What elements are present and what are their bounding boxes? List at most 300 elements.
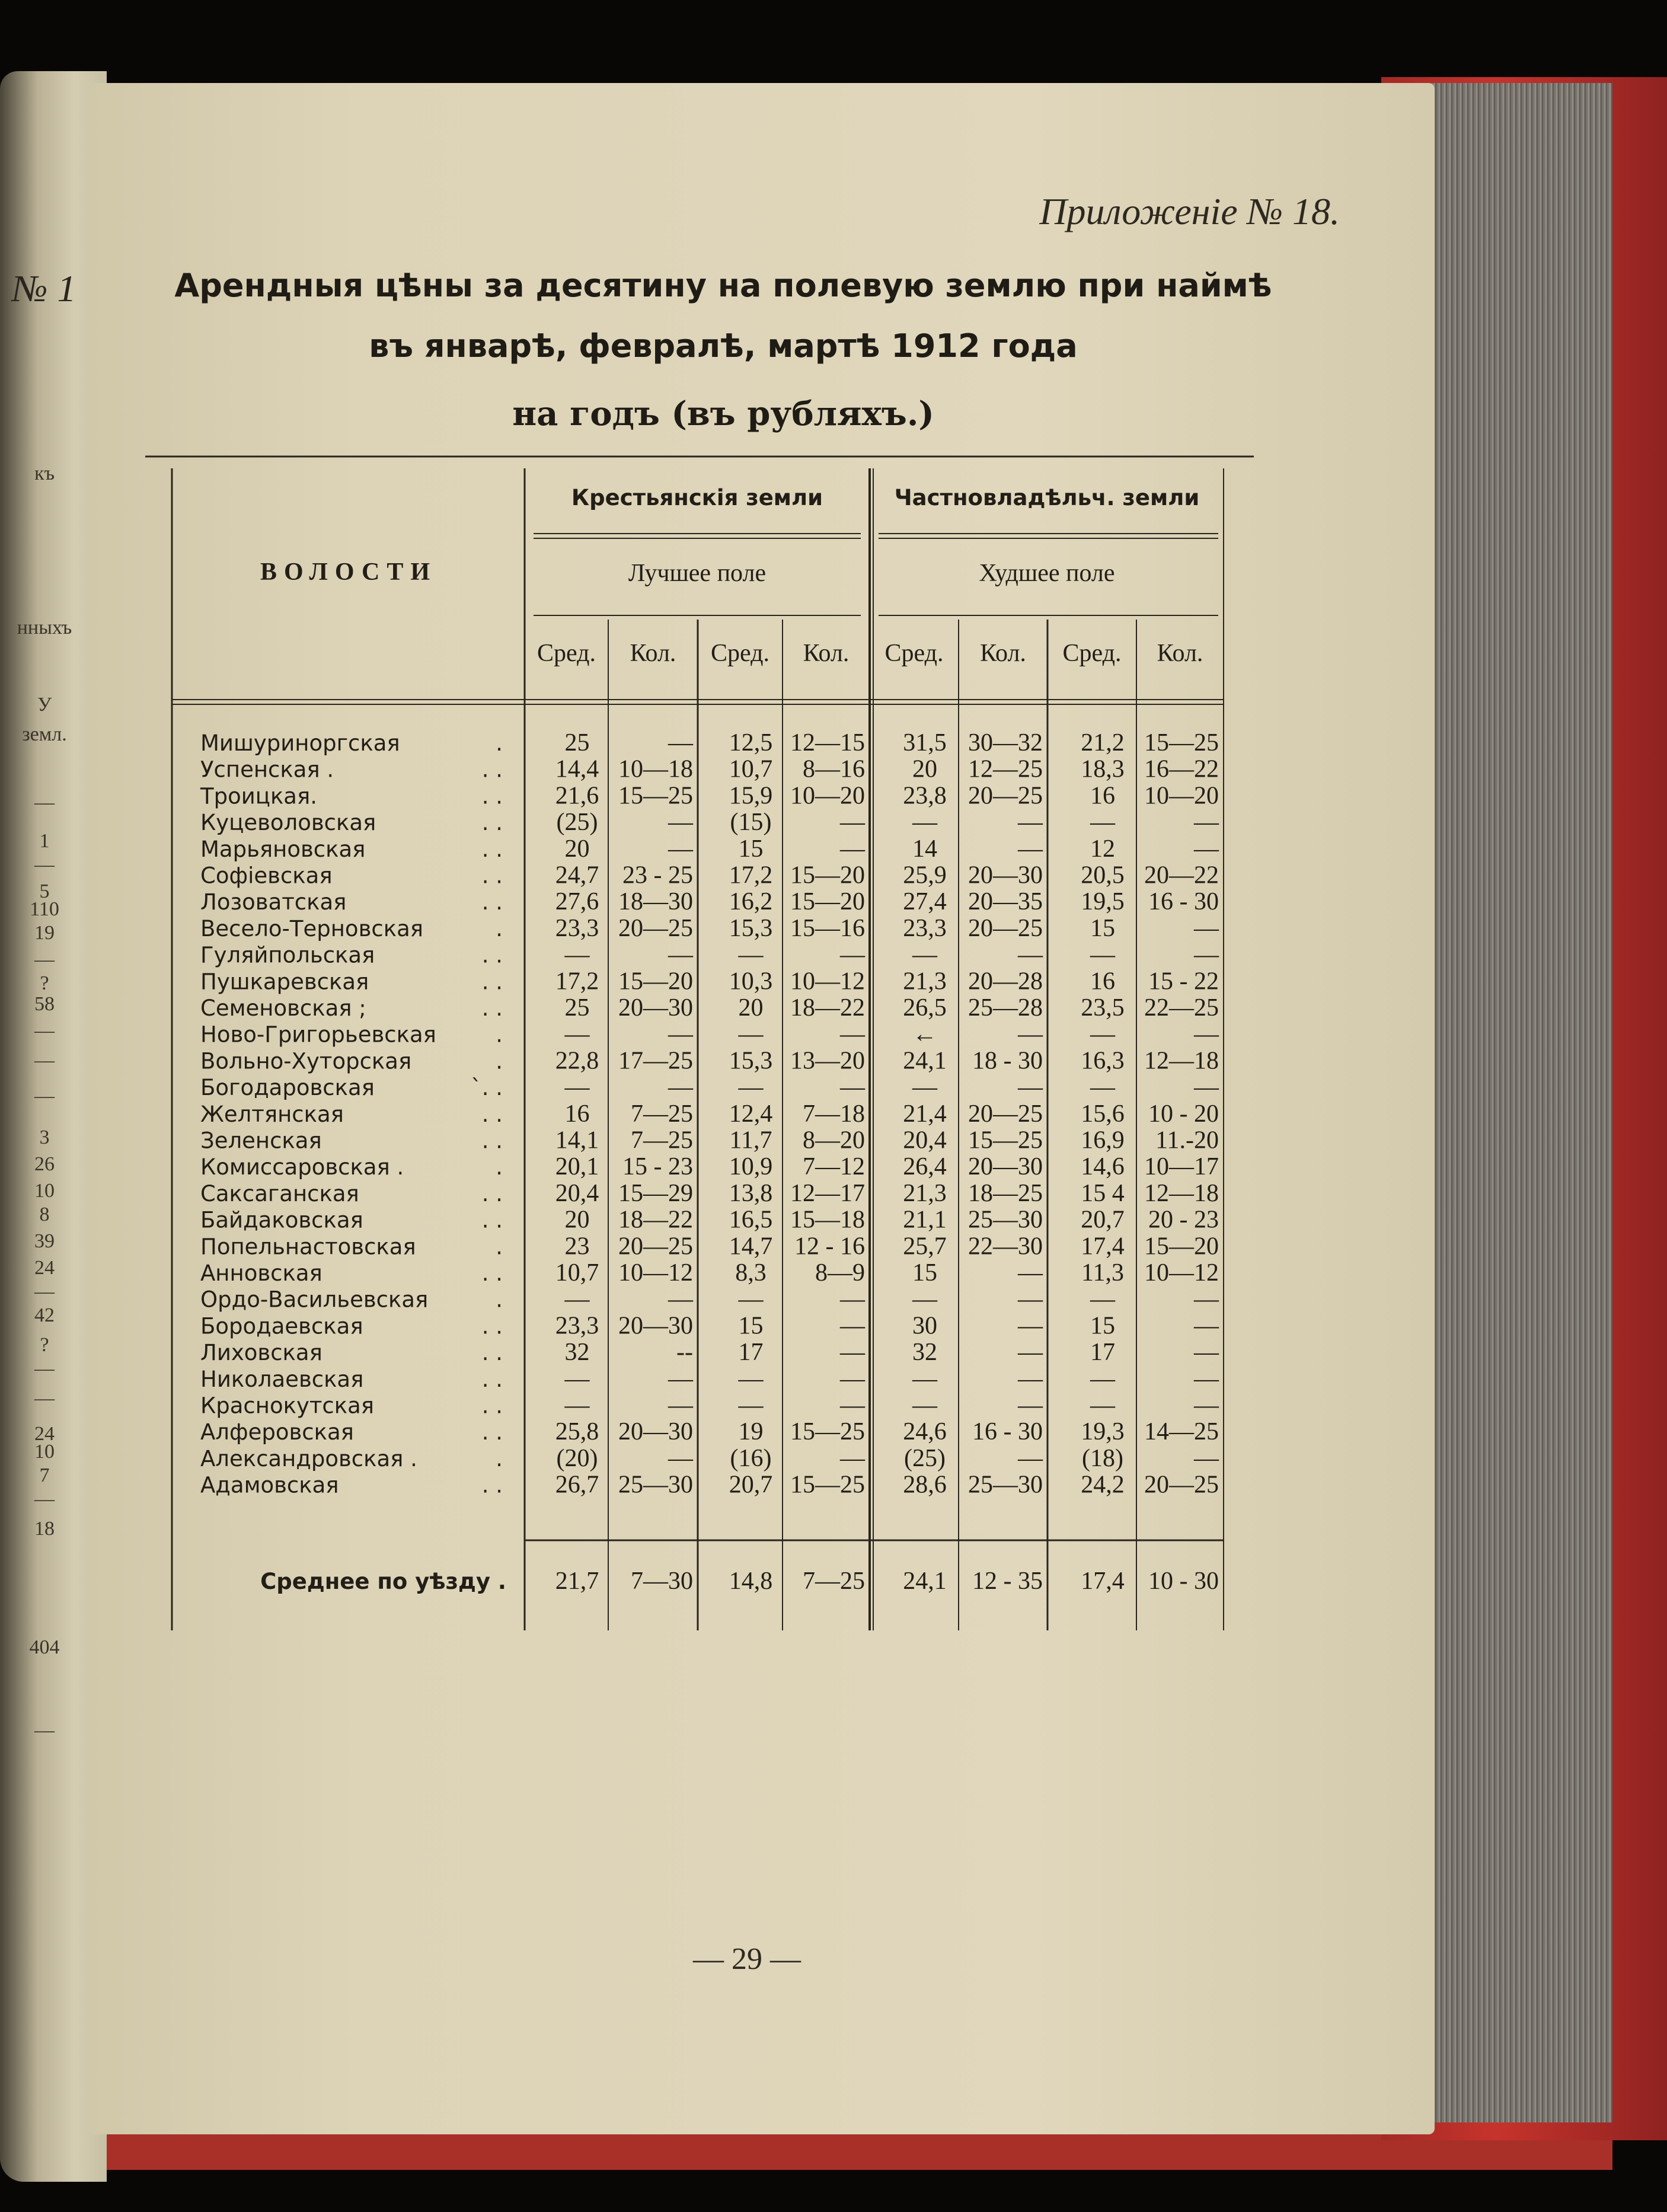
left-page-fragment-text: 10 xyxy=(34,1441,55,1463)
table-cell: 20—30 xyxy=(618,1312,693,1340)
row-leader-dots: . xyxy=(496,1154,503,1180)
table-cell: 25 xyxy=(564,994,590,1022)
table-cell: — xyxy=(1194,1312,1219,1340)
total-cell: 7—30 xyxy=(631,1568,693,1595)
col-header: Сред. xyxy=(884,640,944,667)
table-cell: 15—20 xyxy=(618,968,693,995)
table-cell: 27,4 xyxy=(903,888,947,916)
table-cell: 12 - 16 xyxy=(794,1233,865,1260)
table-cell: 20—25 xyxy=(968,782,1043,810)
table-cell: 10—17 xyxy=(1144,1153,1219,1181)
table-cell: 8—16 xyxy=(803,755,865,783)
table-cell: 12,4 xyxy=(729,1100,773,1128)
table-cell: — xyxy=(1018,1074,1043,1102)
table-cell: 26,4 xyxy=(903,1153,947,1181)
row-leader-dots: . . xyxy=(481,810,503,836)
table-cell: — xyxy=(1090,1365,1115,1393)
row-name: Желтянская xyxy=(200,1101,344,1127)
table-cell: 21,1 xyxy=(903,1206,947,1234)
table-cell: 21,2 xyxy=(1081,729,1125,757)
table-cell: 18—30 xyxy=(618,888,693,916)
table-cell: 15—25 xyxy=(618,782,693,810)
table-cell: 25—30 xyxy=(968,1206,1043,1234)
table-cell: 16,3 xyxy=(1081,1047,1125,1075)
table-cell: — xyxy=(1090,1285,1115,1313)
table-cell: — xyxy=(1090,941,1115,969)
table-cell: — xyxy=(668,809,693,837)
table-cell: 15,6 xyxy=(1081,1100,1125,1128)
table-cell: 25,8 xyxy=(555,1418,599,1446)
row-name: Лиховская xyxy=(200,1340,322,1366)
table-cell: 16,5 xyxy=(729,1206,773,1234)
table-cell: — xyxy=(1018,1020,1043,1048)
total-label: Среднее по уѣзду . xyxy=(260,1569,506,1594)
table-cell: 15 xyxy=(1090,914,1115,942)
table-cell: — xyxy=(1018,809,1043,837)
row-leader-dots: . . xyxy=(481,1260,503,1286)
table-cell: — xyxy=(1194,914,1219,942)
row-leader-dots: . . xyxy=(481,836,503,862)
table-cell: 25—28 xyxy=(968,994,1043,1022)
table-cell: 19,5 xyxy=(1081,888,1125,916)
table-cell: 20,1 xyxy=(555,1153,599,1181)
row-leader-dots: . . xyxy=(481,1207,503,1233)
table-cell: 12—18 xyxy=(1144,1179,1219,1207)
row-leader-dots: . xyxy=(496,1048,503,1074)
table-cell: 15,3 xyxy=(729,1047,773,1075)
table-cell: — xyxy=(1194,1020,1219,1048)
table-cell: 25—30 xyxy=(618,1471,693,1499)
left-page-fragment-text: ? xyxy=(40,1334,49,1356)
row-name: Адамовская xyxy=(200,1472,339,1498)
row-leader-dots: . xyxy=(496,915,503,941)
table-cell: 16,9 xyxy=(1081,1126,1125,1154)
table-cell: — xyxy=(564,1020,590,1048)
table-cell: (20) xyxy=(556,1444,598,1472)
row-name: Бородаевская xyxy=(200,1313,363,1339)
left-page-fragment-text: 24 xyxy=(34,1423,55,1445)
table-cell: 19,3 xyxy=(1081,1418,1125,1446)
row-leader-dots: . . xyxy=(481,1366,503,1392)
table-cell: — xyxy=(668,1285,693,1313)
table-cell: 20,4 xyxy=(555,1179,599,1207)
table-cell: 11,3 xyxy=(1081,1259,1124,1287)
table-cell: — xyxy=(912,1391,937,1419)
left-page-fragment-text: 8 xyxy=(39,1204,50,1225)
rent-table xyxy=(89,83,1435,1684)
table-cell: — xyxy=(668,1365,693,1393)
table-cell: 15,3 xyxy=(729,914,773,942)
table-cell: 8—9 xyxy=(815,1259,865,1287)
table-cell: — xyxy=(668,1020,693,1048)
table-cell: 32 xyxy=(564,1339,590,1367)
table-cell: 8—20 xyxy=(803,1126,865,1154)
table-cell: 25,9 xyxy=(903,861,947,889)
table-cell: 17,4 xyxy=(1081,1233,1125,1260)
table-cell: (25) xyxy=(556,809,598,837)
row-name: Попельнастовская xyxy=(200,1234,416,1260)
row-leader-dots: . . xyxy=(481,969,503,995)
row-name: Пушкаревская xyxy=(200,969,369,995)
row-leader-dots: . xyxy=(496,1022,503,1048)
row-leader-dots: . . xyxy=(481,889,503,915)
table-cell: 15—25 xyxy=(1144,729,1219,757)
row-leader-dots: . xyxy=(496,1445,503,1472)
row-leader-dots: . . xyxy=(481,1128,503,1154)
left-page-fragment-text: 18 xyxy=(34,1518,55,1540)
col-header: Кол. xyxy=(980,640,1026,667)
table-cell: 20 xyxy=(564,1206,590,1234)
table-cell: 20 xyxy=(912,755,937,783)
table-cell: 10—12 xyxy=(1144,1259,1219,1287)
table-cell: (18) xyxy=(1082,1444,1123,1472)
col-header: Кол. xyxy=(1157,640,1203,667)
table-cell: 16—22 xyxy=(1144,755,1219,783)
row-name: Куцеволовская xyxy=(200,810,376,836)
row-leader-dots: . . xyxy=(481,783,503,809)
table-cell: — xyxy=(840,835,865,863)
table-cell: -- xyxy=(676,1339,693,1367)
table-cell: — xyxy=(840,1074,865,1102)
table-cell: 22—25 xyxy=(1144,994,1219,1022)
table-cell: 27,6 xyxy=(555,888,599,916)
left-page-fragment-text: 24 xyxy=(34,1257,55,1279)
table-cell: — xyxy=(564,1365,590,1393)
total-cell: 17,4 xyxy=(1081,1568,1125,1595)
table-cell: — xyxy=(668,729,693,757)
table-cell: — xyxy=(1194,941,1219,969)
table-cell: 20—28 xyxy=(968,968,1043,995)
left-page-fragment-text: — xyxy=(34,1488,55,1510)
table-cell: — xyxy=(1018,1339,1043,1367)
table-cell: 23 xyxy=(564,1233,590,1260)
row-name: Марьяновская xyxy=(200,836,366,862)
table-cell: 12,5 xyxy=(729,729,773,757)
col-header: Кол. xyxy=(630,640,676,667)
col-header: Сред. xyxy=(711,640,769,667)
table-cell: — xyxy=(1018,1259,1043,1287)
table-cell: 21,4 xyxy=(903,1100,947,1128)
table-cell: 19 xyxy=(738,1418,764,1446)
table-cell: — xyxy=(738,1365,764,1393)
row-leader-dots: . xyxy=(496,1234,503,1260)
left-page-fragment-text: — xyxy=(34,854,55,876)
left-page-fragment-text: 58 xyxy=(34,993,55,1015)
table-cell: 20 - 23 xyxy=(1148,1206,1219,1234)
row-name: Мишуриноргская xyxy=(200,730,400,756)
table-cell: — xyxy=(738,1391,764,1419)
title-line-2: въ январѣ, февралѣ, мартѣ 1912 года xyxy=(369,327,1078,365)
left-page-fragment-text: — xyxy=(34,1719,55,1741)
table-cell: — xyxy=(1090,1074,1115,1102)
table-cell: 17,2 xyxy=(555,968,599,995)
table-cell: — xyxy=(668,835,693,863)
table-cell: 20,7 xyxy=(1081,1206,1125,1234)
table-cell: 7—12 xyxy=(803,1153,865,1181)
table-cell: 11,7 xyxy=(729,1126,772,1154)
total-cell: 10 - 30 xyxy=(1148,1568,1219,1595)
stub-header: ВОЛОСТИ xyxy=(260,558,437,586)
table-cell: — xyxy=(912,1074,937,1102)
table-cell: 15 - 23 xyxy=(622,1153,693,1181)
table-cell: — xyxy=(738,1074,764,1102)
table-cell: 25,7 xyxy=(903,1233,947,1260)
table-cell: 17 xyxy=(738,1339,764,1367)
table-cell: 17—25 xyxy=(618,1047,693,1075)
table-cell: 16 - 30 xyxy=(1148,888,1219,916)
left-page-fragment-text: — xyxy=(34,1387,55,1409)
table-cell: 24,7 xyxy=(555,861,599,889)
table-cell: 15,9 xyxy=(729,782,773,810)
table-cell: 18—25 xyxy=(968,1179,1043,1207)
row-leader-dots: . . xyxy=(481,1419,503,1445)
row-name: Софіевская xyxy=(200,863,333,889)
table-cell: — xyxy=(668,941,693,969)
field-header-worst: Худшее поле xyxy=(979,560,1115,587)
table-cell: — xyxy=(912,809,937,837)
table-cell: — xyxy=(1090,1391,1115,1419)
table-cell: 15 xyxy=(738,835,764,863)
table-cell: 15—16 xyxy=(790,914,865,942)
table-cell: (25) xyxy=(904,1444,946,1472)
table-cell: 14,1 xyxy=(555,1126,599,1154)
row-name: Гуляйпольская xyxy=(200,942,375,968)
table-cell: 10—20 xyxy=(1144,782,1219,810)
table-cell: 23,3 xyxy=(903,914,947,942)
total-cell: 12 - 35 xyxy=(972,1568,1043,1595)
table-cell: 15 xyxy=(912,1259,937,1287)
table-cell: 20—22 xyxy=(1144,861,1219,889)
table-cell: 23,3 xyxy=(555,914,599,942)
table-cell: 20—30 xyxy=(618,1418,693,1446)
table-cell: 20—25 xyxy=(618,914,693,942)
table-cell: 20,5 xyxy=(1081,861,1125,889)
table-cell: 20—25 xyxy=(618,1233,693,1260)
table-cell: — xyxy=(1018,1444,1043,1472)
table-cell: 18 - 30 xyxy=(972,1047,1043,1075)
table-cell: — xyxy=(1194,1391,1219,1419)
table-cell: — xyxy=(912,941,937,969)
table-cell: — xyxy=(840,1339,865,1367)
table-cell: 20 xyxy=(738,994,764,1022)
table-cell: — xyxy=(840,1391,865,1419)
table-cell: 26,5 xyxy=(903,994,947,1022)
table-cell: — xyxy=(1194,1285,1219,1313)
left-page-fragment-text: 7 xyxy=(39,1464,50,1486)
table-cell: 10,9 xyxy=(729,1153,773,1181)
row-name: Николаевская xyxy=(200,1366,364,1392)
table-cell: 21,3 xyxy=(903,968,947,995)
table-cell: — xyxy=(668,1074,693,1102)
table-cell: — xyxy=(668,1444,693,1472)
table-cell: 17 xyxy=(1090,1339,1115,1367)
table-cell: 20—25 xyxy=(968,1100,1043,1128)
row-name: Весело-Терновская xyxy=(200,915,423,941)
table-cell: 15—25 xyxy=(968,1126,1043,1154)
left-page-fragment-text: 110 xyxy=(30,898,59,920)
table-cell: 22,8 xyxy=(555,1047,599,1075)
table-cell: 17,2 xyxy=(729,861,773,889)
row-name: Троицкая. xyxy=(200,783,317,809)
table-cell: 25—30 xyxy=(968,1471,1043,1499)
table-cell: 26,7 xyxy=(555,1471,599,1499)
left-page-fragment-text: — xyxy=(34,1358,55,1380)
left-page-fragment-text: — xyxy=(34,1085,55,1107)
table-cell: 23 - 25 xyxy=(622,861,693,889)
table-cell: ← xyxy=(912,1020,937,1048)
table-cell: — xyxy=(564,1391,590,1419)
table-cell: 24,2 xyxy=(1081,1471,1125,1499)
title-line-1: Арендныя цѣны за десятину на полевую землю при наймѣ xyxy=(174,267,1272,304)
table-cell: — xyxy=(1090,809,1115,837)
row-name: Саксаганская xyxy=(200,1180,359,1206)
document-page xyxy=(89,83,1435,2134)
table-cell: 12—15 xyxy=(790,729,865,757)
table-cell: 13,8 xyxy=(729,1179,773,1207)
group-header-private: Частновладѣльч. земли xyxy=(894,485,1200,510)
left-page-fragment-text: земл. xyxy=(22,723,67,745)
table-cell: 13—20 xyxy=(790,1047,865,1075)
table-cell: 18,3 xyxy=(1081,755,1125,783)
table-cell: 30 xyxy=(912,1312,937,1340)
table-cell: — xyxy=(564,1285,590,1313)
table-cell: 21,3 xyxy=(903,1179,947,1207)
table-cell: 15—29 xyxy=(618,1179,693,1207)
table-cell: — xyxy=(738,1285,764,1313)
row-name: Богодаровская xyxy=(200,1075,375,1101)
table-cell: 14,6 xyxy=(1081,1153,1125,1181)
table-cell: — xyxy=(1018,1312,1043,1340)
table-cell: — xyxy=(738,941,764,969)
table-cell: 15 xyxy=(738,1312,764,1340)
table-cell: 10 - 20 xyxy=(1148,1100,1219,1128)
left-page-fragment-text: — xyxy=(34,949,55,971)
left-page-fragment-text: — xyxy=(34,1281,55,1303)
table-cell: 12—18 xyxy=(1144,1047,1219,1075)
table-cell: 31,5 xyxy=(903,729,947,757)
table-cell: — xyxy=(1018,835,1043,863)
group-header-peasant: Крестьянскія земли xyxy=(571,485,823,510)
table-cell: 10—12 xyxy=(790,968,865,995)
table-cell: 18—22 xyxy=(618,1206,693,1234)
left-page-fragment-text: 1 xyxy=(39,830,50,852)
table-cell: 16 - 30 xyxy=(972,1418,1043,1446)
table-cell: 20 xyxy=(564,835,590,863)
table-cell: 14,7 xyxy=(729,1233,773,1260)
table-cell: 12 xyxy=(1090,835,1115,863)
table-cell: — xyxy=(1194,1074,1219,1102)
left-page-fragment-text: 26 xyxy=(34,1153,55,1175)
left-page-fragment-text: 42 xyxy=(34,1304,55,1326)
table-cell: — xyxy=(1018,1365,1043,1393)
table-cell: 28,6 xyxy=(903,1471,947,1499)
left-page-fragment-text: 5 xyxy=(39,880,50,902)
table-cell: 14—25 xyxy=(1144,1418,1219,1446)
table-cell: 16 xyxy=(564,1100,590,1128)
table-cell: 15 4 xyxy=(1081,1179,1125,1207)
table-cell: 15—25 xyxy=(790,1418,865,1446)
table-cell: 10,7 xyxy=(555,1259,599,1287)
table-cell: — xyxy=(1194,835,1219,863)
row-name: Ордо-Васильевская xyxy=(200,1287,429,1313)
row-leader-dots: . xyxy=(496,730,503,756)
table-cell: — xyxy=(840,1365,865,1393)
left-page-fragment-text: — xyxy=(34,791,55,813)
table-cell: 8,3 xyxy=(735,1259,767,1287)
table-cell: 15—18 xyxy=(790,1206,865,1234)
row-name: Анновская xyxy=(200,1260,322,1286)
row-name: Вольно-Хуторская xyxy=(200,1048,412,1074)
left-page-fragment-text: нныхъ xyxy=(17,617,72,639)
row-name: Семеновская ; xyxy=(200,995,366,1021)
title-line-3: на годъ (въ рубляхъ.) xyxy=(512,394,934,433)
table-cell: 7—25 xyxy=(631,1100,693,1128)
table-cell: 14,4 xyxy=(555,755,599,783)
total-cell: 24,1 xyxy=(903,1568,947,1595)
table-cell: — xyxy=(668,1391,693,1419)
table-cell: — xyxy=(840,1312,865,1340)
table-cell: — xyxy=(1194,809,1219,837)
table-cell: (16) xyxy=(730,1444,772,1472)
table-cell: 20,4 xyxy=(903,1126,947,1154)
table-cell: 15—25 xyxy=(790,1471,865,1499)
row-name: Алферовская xyxy=(200,1419,354,1445)
table-cell: 10—20 xyxy=(790,782,865,810)
table-cell: 23,3 xyxy=(555,1312,599,1340)
table-cell: — xyxy=(840,941,865,969)
left-page-fragment-text: 10 xyxy=(34,1180,55,1202)
table-cell: 11.-20 xyxy=(1155,1126,1219,1154)
row-name: Байдаковская xyxy=(200,1207,363,1233)
page-number: — 29 — xyxy=(693,1942,801,1976)
table-cell: 30—32 xyxy=(968,729,1043,757)
table-cell: — xyxy=(1194,1444,1219,1472)
table-cell: — xyxy=(1018,1285,1043,1313)
table-cell: — xyxy=(840,809,865,837)
table-cell: 20—30 xyxy=(968,861,1043,889)
table-cell: 10—12 xyxy=(618,1259,693,1287)
table-cell: 23,5 xyxy=(1081,994,1125,1022)
table-cell: 12—17 xyxy=(790,1179,865,1207)
table-cell: 16 xyxy=(1090,968,1115,995)
table-cell: — xyxy=(1018,1391,1043,1419)
left-page-fragment-text: — xyxy=(34,1020,55,1042)
table-cell: 20,7 xyxy=(729,1471,773,1499)
row-leader-dots: . . xyxy=(481,1313,503,1339)
table-cell: 10—18 xyxy=(618,755,693,783)
table-cell: — xyxy=(564,941,590,969)
table-cell: — xyxy=(840,1285,865,1313)
table-cell: (15) xyxy=(730,809,772,837)
table-cell: 15—20 xyxy=(790,888,865,916)
row-name: Александровская . xyxy=(200,1445,417,1472)
row-leader-dots: . xyxy=(496,1287,503,1313)
table-cell: 24,1 xyxy=(903,1047,947,1075)
table-cell: — xyxy=(840,1444,865,1472)
table-cell: 16,2 xyxy=(729,888,773,916)
table-cell: — xyxy=(564,1074,590,1102)
appendix-label: Приложеніе № 18. xyxy=(1039,190,1340,232)
col-header: Кол. xyxy=(803,640,850,667)
table-cell: 12—25 xyxy=(968,755,1043,783)
table-cell: 16 xyxy=(1090,782,1115,810)
row-leader-dots: . . xyxy=(481,942,503,968)
total-cell: 7—25 xyxy=(803,1568,865,1595)
table-cell: 23,8 xyxy=(903,782,947,810)
table-cell: 20—30 xyxy=(618,994,693,1022)
left-page-fragment-text: 3 xyxy=(39,1126,50,1148)
total-cell: 14,8 xyxy=(729,1568,773,1595)
